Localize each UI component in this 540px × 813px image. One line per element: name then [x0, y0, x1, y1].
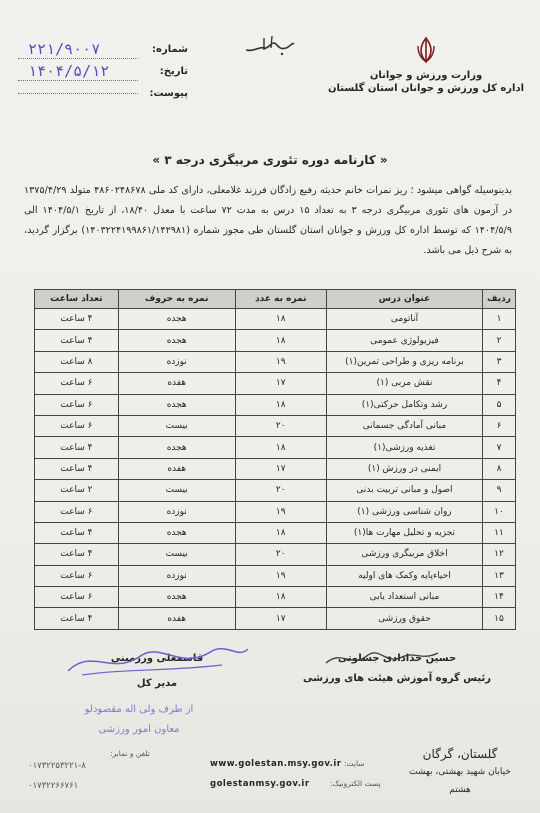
hours-cell: ۴ ساعت	[35, 458, 119, 479]
course-title-cell: برنامه ریزی و طراحی تمرین(۱)	[326, 351, 482, 372]
score-words-cell: بیست	[118, 480, 235, 501]
hours-cell: ۶ ساعت	[35, 565, 119, 586]
score-number-cell: ۱۹	[235, 351, 326, 372]
date-row	[18, 60, 188, 82]
deputy-stamp-line2: معاون امور ورزشی	[98, 724, 180, 735]
table-row	[35, 565, 516, 586]
row-number-cell: ۱	[483, 309, 516, 330]
hours-cell: ۶ ساعت	[35, 373, 119, 394]
site-label: سایت:	[344, 759, 365, 768]
address-street: خیابان شهید بهشتی، بهشت هشتم	[409, 767, 511, 795]
hours-cell: ۴ ساعت	[35, 330, 119, 351]
tel-label: تلفن و نمابر:	[110, 749, 150, 758]
hours-cell: ۶ ساعت	[35, 415, 119, 436]
table-row	[35, 309, 516, 330]
score-words-cell: نوزده	[118, 501, 235, 522]
certificate-paragraph: بدینوسیله گواهی میشود ؛ ریز نمرات خانم حدیثه رفیع زادگان فرزند غلامعلی، دارای کد ملی ۴۸۶۰۲۴۸۶۷۸ متولد ۱۳۷۵/۴/۲۹ در آزمون های تئوری مربیگری درجه ۳ به تعداد ۱۵ درس به مدت ۷۲ ساعت با معدل ۱۸/۴۰، از تاریخ ۱۴۰۴/۵/۱ الی ۱۴۰۴/۵/۹ که توسط اداره کل ورزش و جوانان استان گلستان طی مجوز شماره (۱۴۰۳۲۲۴۱۹۹۸۶۱/۱۴۲۹۸۱) برگزار گردید، به شرح ذیل می باشد.	[24, 185, 513, 256]
course-title-cell: نقش مربی (۱)	[326, 373, 482, 394]
handwritten-signature-icon	[322, 645, 442, 671]
score-words-cell: هفده	[118, 373, 235, 394]
score-number-cell: ۱۸	[235, 437, 326, 458]
row-number-cell: ۱۱	[483, 522, 516, 543]
hours-cell: ۶ ساعت	[35, 501, 119, 522]
col-header-hours: تعداد ساعت	[35, 290, 119, 309]
address-city: گلستان، گرگان	[422, 747, 498, 761]
score-words-cell: بیست	[118, 544, 235, 565]
left-signer-role: مدیر کل	[136, 678, 178, 689]
row-number-cell: ۱۴	[483, 587, 516, 608]
table-row	[35, 458, 516, 479]
attachment-row	[18, 82, 188, 104]
number-label: شماره:	[152, 43, 188, 55]
score-words-cell: نوزده	[118, 351, 235, 372]
course-title-cell: فیزیولوژی عمومی	[326, 330, 482, 351]
letter-meta	[18, 38, 188, 104]
course-title-cell: حقوق ورزشی	[326, 608, 482, 629]
hours-cell: ۴ ساعت	[35, 437, 119, 458]
course-title-cell: ایمنی در ورزش (۱)	[326, 458, 482, 479]
deputy-stamp	[74, 700, 204, 740]
hours-cell: ۲ ساعت	[35, 480, 119, 501]
row-number-cell: ۹	[483, 480, 516, 501]
table-row	[35, 501, 516, 522]
row-number-cell: ۲	[483, 330, 516, 351]
row-number-cell: ۳	[483, 351, 516, 372]
col-header-score-words: نمره به حروف	[118, 290, 235, 309]
left-signer-name: قاسمعلی ورزمینی	[110, 653, 204, 664]
row-number-cell: ۱۳	[483, 565, 516, 586]
course-title-cell: تغذیه ورزشی(۱)	[326, 437, 482, 458]
hours-cell: ۸ ساعت	[35, 351, 119, 372]
hours-cell: ۴ ساعت	[35, 544, 119, 565]
ministry-name: وزارت ورزش و جوانان	[369, 70, 483, 81]
score-number-cell: ۱۹	[235, 501, 326, 522]
right-signer-role: رئیس گروه آموزش هیئت های ورزشی	[303, 673, 491, 684]
row-number-cell: ۱۵	[483, 608, 516, 629]
score-words-cell: هجده	[118, 330, 235, 351]
website-url: www.golestan.msy.gov.ir	[210, 759, 342, 769]
hours-cell: ۶ ساعت	[35, 394, 119, 415]
score-words-cell: هفده	[118, 458, 235, 479]
address	[400, 745, 520, 799]
course-title-cell: رشد وتکامل حرکتی(۱)	[326, 394, 482, 415]
row-number-cell: ۷	[483, 437, 516, 458]
fax-number: ۰۱۷۳۲۲۶۶۷۶۱	[28, 781, 79, 791]
course-title-cell: مبانی آمادگی جسمانی	[326, 415, 482, 436]
score-number-cell: ۲۰	[235, 544, 326, 565]
score-number-cell: ۱۷	[235, 458, 326, 479]
score-number-cell: ۱۹	[235, 565, 326, 586]
iran-emblem-icon	[414, 36, 438, 64]
table-row	[35, 522, 516, 543]
row-number-cell: ۴	[483, 373, 516, 394]
col-header-row-number: ردیف	[483, 290, 516, 309]
bismillah-calligraphy-icon	[242, 32, 298, 58]
course-title-cell: مبانی استعداد یابی	[326, 587, 482, 608]
letter-footer	[0, 745, 540, 813]
course-title-cell: آناتومی	[326, 309, 482, 330]
course-title-cell: احیاءپایه وکمک های اولیه	[326, 565, 482, 586]
row-number-cell: ۱۰	[483, 501, 516, 522]
attachment-value	[18, 93, 138, 94]
phone-number: ۰۱۷۳۲۲۵۳۲۲۱-۸	[28, 761, 86, 771]
organization-header	[326, 36, 526, 94]
score-words-cell: هفده	[118, 608, 235, 629]
col-header-score-number: نمره به عدد	[235, 290, 326, 309]
table-header-row	[35, 290, 516, 309]
score-words-cell: نوزده	[118, 565, 235, 586]
table-row	[35, 330, 516, 351]
table-row	[35, 415, 516, 436]
attachment-label: پیوست:	[149, 87, 188, 99]
date-value: ۱۴۰۴/۵/۱۲	[18, 62, 138, 81]
score-words-cell: هجده	[118, 309, 235, 330]
course-title-cell: اخلاق مربیگری ورزشی	[326, 544, 482, 565]
row-number-cell: ۶	[483, 415, 516, 436]
table-row	[35, 351, 516, 372]
col-header-course-title: عنوان درس	[326, 290, 482, 309]
email-label: پست الکترونیک:	[330, 779, 381, 788]
signature-block-right	[292, 653, 502, 684]
number-row	[18, 38, 188, 60]
score-number-cell: ۲۰	[235, 480, 326, 501]
hours-cell: ۴ ساعت	[35, 309, 119, 330]
signature-block-left	[72, 653, 242, 689]
table-row	[35, 587, 516, 608]
table-row	[35, 480, 516, 501]
score-number-cell: ۲۰	[235, 415, 326, 436]
calligraphy-mark	[240, 32, 300, 62]
handwritten-signature-icon	[62, 641, 252, 681]
course-title-cell: روان شناسی ورزشی (۱)	[326, 501, 482, 522]
grades-table	[34, 289, 516, 630]
score-number-cell: ۱۸	[235, 522, 326, 543]
hours-cell: ۶ ساعت	[35, 587, 119, 608]
score-words-cell: بیست	[118, 415, 235, 436]
email-domain: golestanmsy.gov.ir	[210, 779, 310, 789]
score-number-cell: ۱۷	[235, 608, 326, 629]
score-number-cell: ۱۸	[235, 309, 326, 330]
row-number-cell: ۸	[483, 458, 516, 479]
score-number-cell: ۱۸	[235, 394, 326, 415]
row-number-cell: ۵	[483, 394, 516, 415]
hours-cell: ۴ ساعت	[35, 608, 119, 629]
score-words-cell: هجده	[118, 437, 235, 458]
table-row	[35, 373, 516, 394]
table-row	[35, 394, 516, 415]
document-title: « کارنامه دوره تئوری مربیگری درجه ۳ »	[152, 153, 388, 167]
hours-cell: ۴ ساعت	[35, 522, 119, 543]
deputy-stamp-line1: از طرف ولی اله مقصودلو	[84, 704, 194, 715]
score-number-cell: ۱۸	[235, 587, 326, 608]
score-words-cell: هجده	[118, 522, 235, 543]
department-name: اداره کل ورزش و جوانان استان گلستان	[327, 83, 525, 94]
table-row	[35, 608, 516, 629]
date-label: تاریخ:	[159, 65, 188, 77]
table-row	[35, 544, 516, 565]
row-number-cell: ۱۲	[483, 544, 516, 565]
grades-table-body	[35, 309, 516, 630]
score-number-cell: ۱۸	[235, 330, 326, 351]
table-row	[35, 437, 516, 458]
number-value: ۲۲۱/۹۰۰۷	[18, 40, 138, 59]
right-signer-name: حسین خدادادی جسلوتی	[337, 653, 457, 664]
course-title-cell: تجزیه و تحلیل مهارت ها(۱)	[326, 522, 482, 543]
score-number-cell: ۱۷	[235, 373, 326, 394]
score-words-cell: هجده	[118, 587, 235, 608]
course-title-cell: اصول و مبانی تربیت بدنی	[326, 480, 482, 501]
score-words-cell: هجده	[118, 394, 235, 415]
